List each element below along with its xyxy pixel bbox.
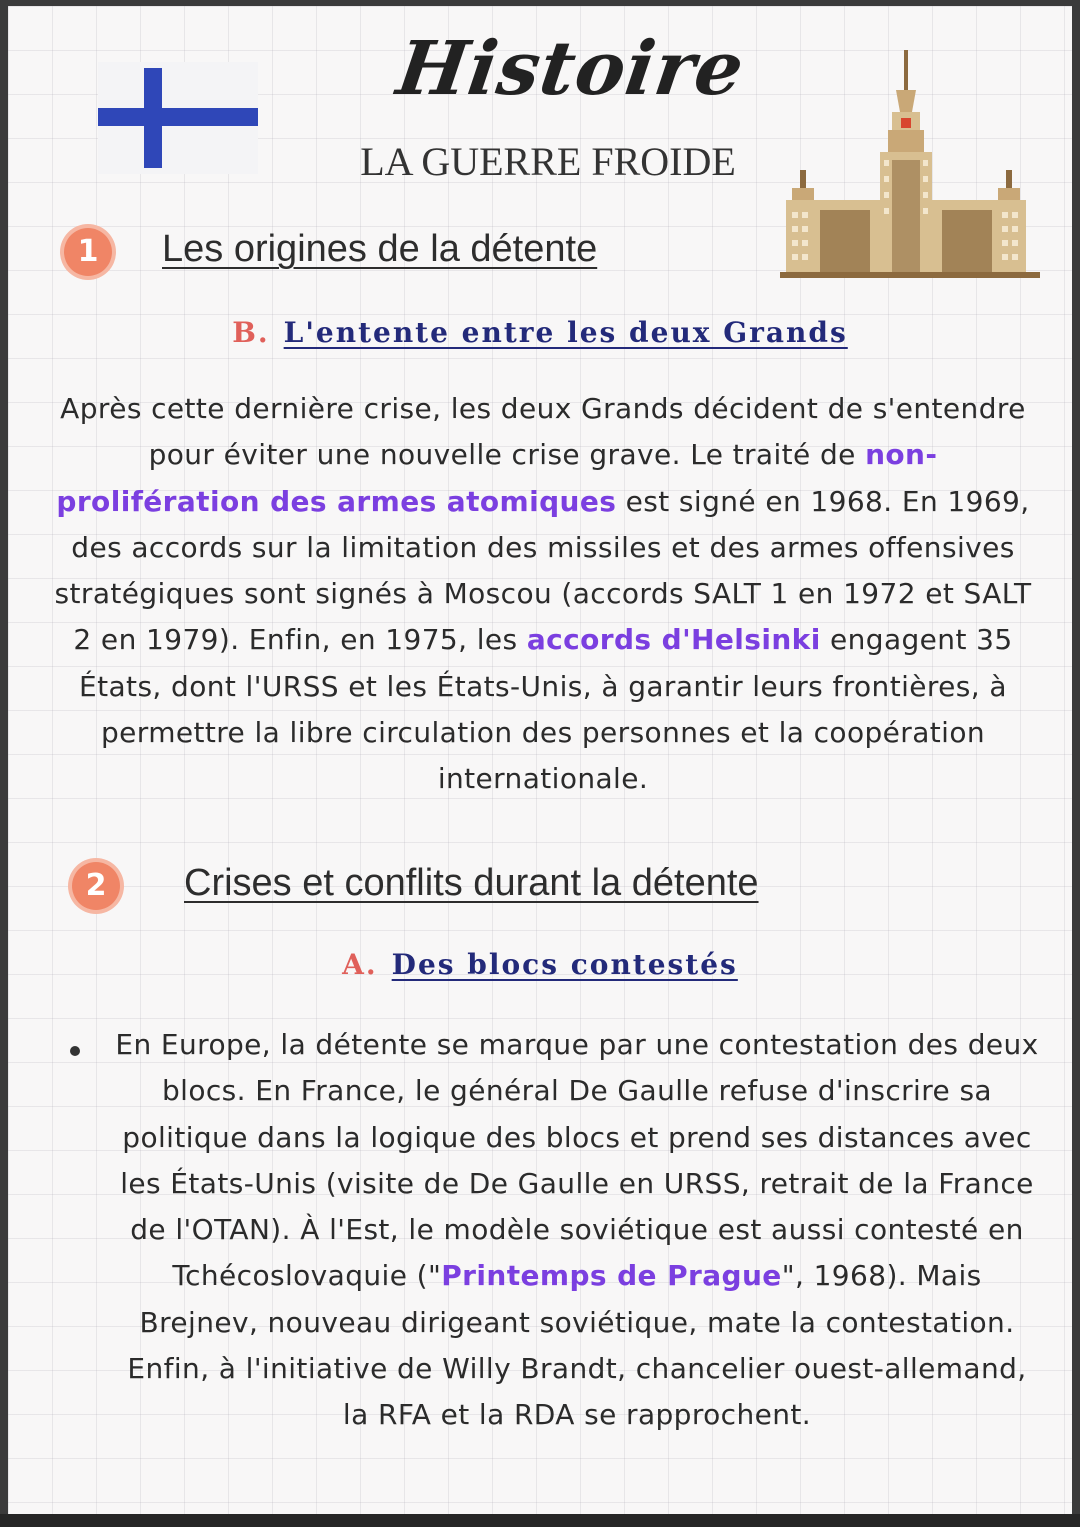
paragraph-text: En Europe, la détente se marque par une contestation des deux blocs. En France, le général De Gaulle refuse d'inscrire sa politique dans la logique des blocs et prend ses distances avec les États-Unis (visite de De Gaulle en URSS, retrait de la France de l'OTAN). À l'Est, le modèle soviétique est aussi contesté en Tchécoslovaquie (" [115,1028,1039,1293]
section-1-paragraph [48,386,1038,803]
page-title: Histoire [391,26,750,112]
subsection-1b-title: L'entente entre les deux Grands [283,316,848,349]
subsection-2a-letter: A. [342,948,378,981]
paragraph-text: engagent 35 États, dont l'URSS et les États-Unis, à garantir leurs frontières, à permettre la libre circulation des personnes et la coopération internationale. [79,623,1013,796]
highlight-helsinki: accords d'Helsinki [526,623,821,657]
section-2-number-badge: 2 [72,862,120,910]
section-1-title: Les origines de la détente [162,228,598,270]
subsection-2a-heading [8,948,1072,981]
paragraph-text: ", 1968). Mais Brejnev, nouveau dirigeant soviétique, mate la contestation. Enfin, à l'initiative de Willy Brandt, chancelier ouest-allemand, la RFA et la RDA se rapprochent. [127,1259,1027,1432]
finland-flag-icon [98,62,258,174]
paragraph-text: Après cette dernière crise, les deux Grands décident de s'entendre pour éviter une nouvelle crise grave. Le traité de [60,392,1026,472]
bullet-dot-icon [70,1046,80,1056]
photo-bottom-edge [0,1514,1080,1527]
paragraph-text: est signé en 1968. En 1969, des accords sur la limitation des missiles et des armes offensives stratégiques sont signés à Moscou (accords SALT 1 en 1972 et SALT 2 en 1979). Enfin, en 1975, les [54,484,1032,657]
subsection-2a-title: Des blocs contestés [391,948,738,981]
section-2-bullet-paragraph [112,1022,1042,1439]
section-2-title: Crises et conflits durant la détente [184,862,759,904]
page-subtitle: LA GUERRE FROIDE [360,139,736,184]
moscow-university-building-icon [780,50,1040,282]
note-page [8,6,1072,1514]
section-1-number-badge: 1 [64,228,112,276]
highlight-npt: non-prolifération des armes atomiques [56,438,938,518]
highlight-prague: Printemps de Prague [441,1259,782,1293]
subsection-1b-letter: B. [232,316,270,349]
subsection-1b-heading [8,316,1072,349]
